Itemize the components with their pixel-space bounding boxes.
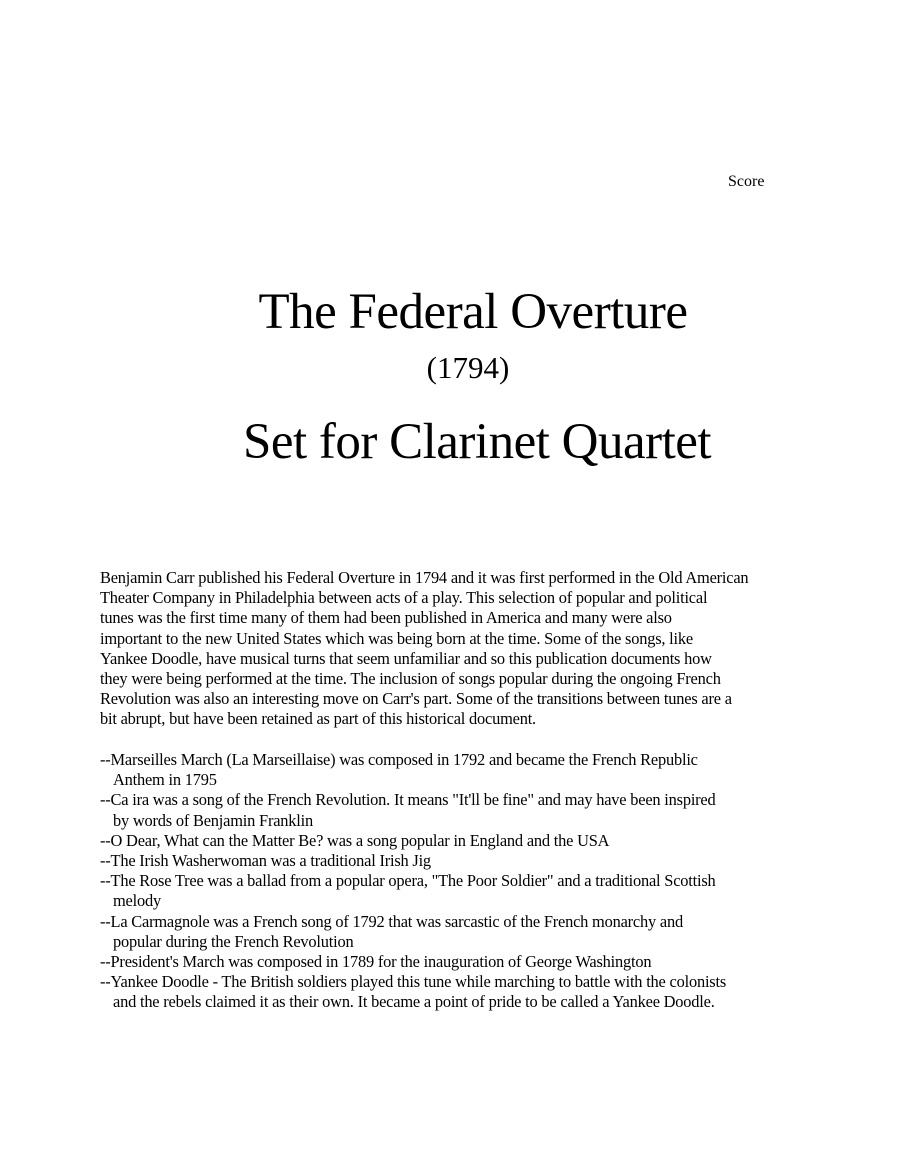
tune-line: --Marseilles March (La Marseillaise) was composed in 1792 and became the French Republic	[100, 750, 698, 769]
intro-line: bit abrupt, but have been retained as part of this historical document.	[100, 709, 536, 729]
score-label: Score	[728, 173, 765, 190]
page-subtitle: Set for Clarinet Quartet	[242, 414, 712, 470]
tune-line: --The Irish Washerwoman was a traditional Irish Jig	[100, 851, 431, 871]
tune-item-la-carmagnole	[100, 912, 860, 952]
tune-list	[100, 750, 860, 1013]
tune-line: --O Dear, What can the Matter Be? was a song popular in England and the USA	[100, 830, 610, 850]
tune-line-continued: by words of Benjamin Franklin	[113, 810, 313, 830]
intro-line: important to the new United States which was being born at the time. Some of the songs, like	[100, 628, 693, 648]
tune-line: --Ca ira was a song of the French Revolution. It means "It'll be fine" and may have been inspired	[100, 790, 716, 810]
tune-line: --The Rose Tree was a ballad from a popular opera, "The Poor Soldier" and a traditional Scottish	[100, 871, 716, 891]
tune-item-rose-tree	[100, 871, 860, 911]
intro-line: tunes was the first time many of them had been published in America and many were also	[100, 608, 672, 628]
tune-item-o-dear	[100, 831, 860, 851]
intro-line: Theater Company in Philadelphia between acts of a play. This selection of popular and political	[100, 588, 708, 608]
tune-line: --La Carmagnole was a French song of 1792 that was sarcastic of the French monarchy and	[100, 911, 683, 931]
intro-line: Yankee Doodle, have musical turns that seem unfamiliar and so this publication documents how	[100, 648, 712, 668]
tune-item-marseilles-march	[100, 750, 860, 790]
intro-line: they were being performed at the time. The inclusion of songs popular during the ongoing French	[100, 669, 721, 689]
intro-line: Revolution was also an interesting move on Carr's part. Some of the transitions between tunes are a	[100, 689, 732, 709]
tune-line-continued: Anthem in 1795	[113, 770, 217, 790]
tune-item-irish-washerwoman	[100, 851, 860, 871]
tune-line: --President's March was composed in 1789 for the inauguration of George Washington	[100, 952, 652, 972]
intro-paragraph	[100, 568, 860, 730]
tune-line-continued: popular during the French Revolution	[113, 931, 354, 951]
tune-line: --Yankee Doodle - The British soldiers played this tune while marching to battle with the colonists	[100, 972, 727, 992]
tune-item-presidents-march	[100, 952, 860, 972]
tune-line-continued: and the rebels claimed it as their own. It became a point of pride to be called a Yankee Doodle.	[113, 992, 715, 1012]
tune-item-ca-ira	[100, 790, 860, 830]
composition-year: (1794)	[426, 350, 510, 385]
tune-line-continued: melody	[113, 891, 161, 911]
page-title: The Federal Overture	[258, 284, 688, 340]
intro-line: Benjamin Carr published his Federal Overture in 1794 and it was first performed in the Old American	[100, 568, 749, 587]
tune-item-yankee-doodle	[100, 972, 860, 1012]
